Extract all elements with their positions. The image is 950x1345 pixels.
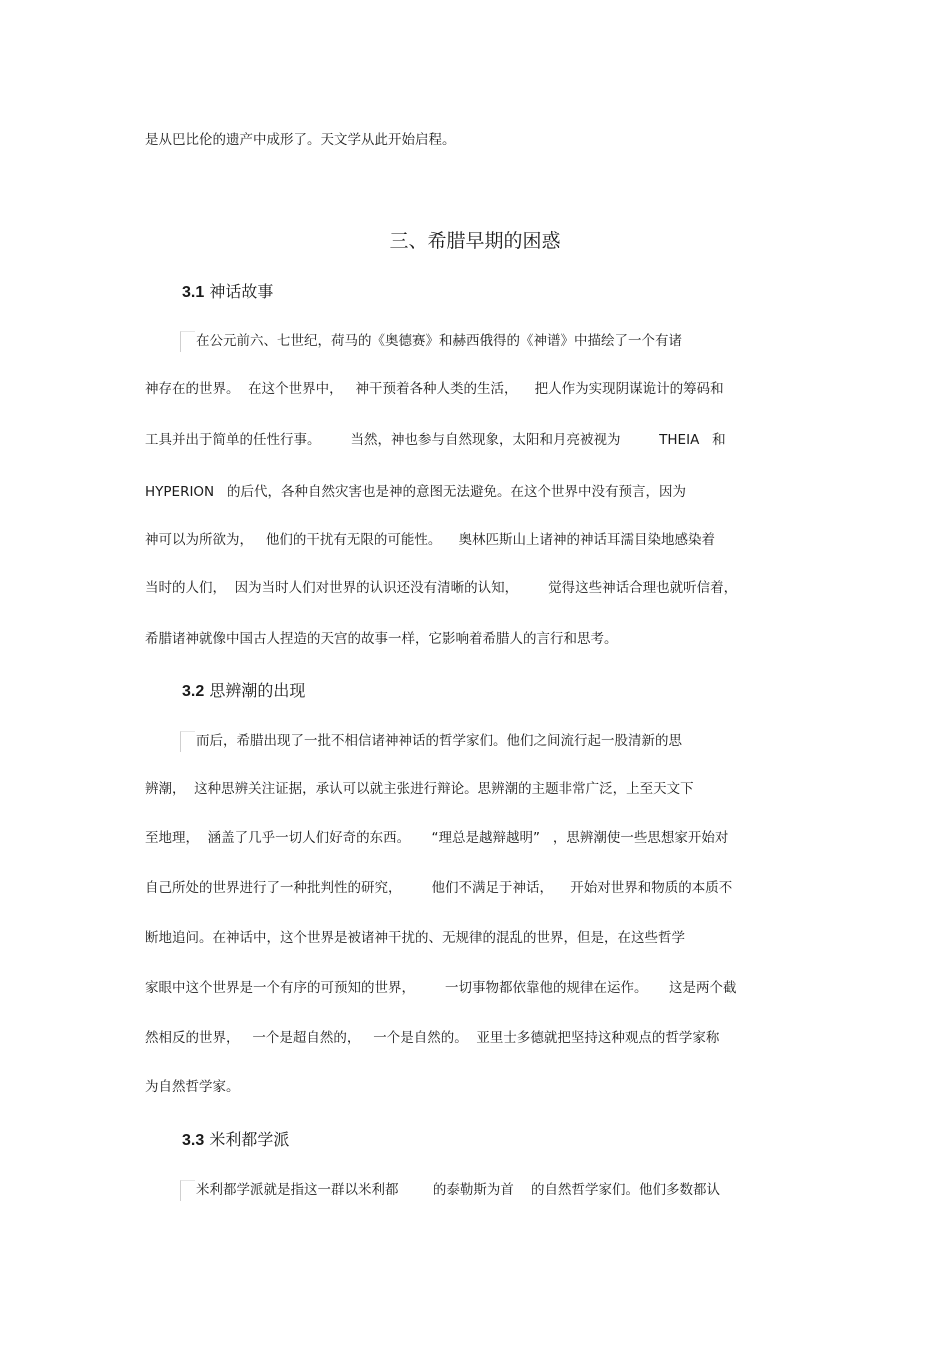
intro-line: 是从巴比伦的遗产中成形了。天文学从此开始启程。	[145, 132, 456, 148]
section-number: 3.3	[182, 1132, 205, 1149]
paragraph-mark	[180, 731, 195, 752]
paragraph-line: 断地追问。在神话中，这个世界是被诸神干扰的、无规律的混乱的世界，但是，在这些哲学	[145, 930, 685, 946]
paragraph-line: 希腊诸神就像中国古人捏造的天宫的故事一样，它影响着希腊人的言行和思考。	[145, 631, 618, 647]
section-number: 3.2	[182, 683, 205, 700]
paragraph-mark	[180, 331, 195, 352]
paragraph-line: 为自然哲学家。	[145, 1079, 240, 1095]
section-title: 思辨潮的出现	[209, 681, 306, 700]
section-number: 3.1	[182, 284, 205, 301]
section-heading-3-2	[182, 683, 305, 700]
section-title: 米利都学派	[209, 1130, 290, 1149]
section-heading-3-3	[182, 1132, 289, 1149]
section-title: 神话故事	[209, 282, 274, 301]
paragraph-line: 辨潮， 这种思辨关注证据，承认可以就主张进行辩论。思辨潮的主题非常广泛，上至天文下	[145, 781, 694, 797]
paragraph-line: 家眼中这个世界是一个有序的可预知的世界， 一切事物都依靠他的规律在运作。 这是两个截	[145, 980, 737, 996]
paragraph-line: 然相反的世界， 一个是超自然的， 一个是自然的。 亚里士多德就把坚持这种观点的哲学家称	[145, 1030, 720, 1046]
paragraph-line: 至地理， 涵盖了几乎一切人们好奇的东西。 “理总是越辩越明” ，思辨潮使一些思想家开始对	[145, 830, 729, 846]
paragraph-line: 而后，希腊出现了一批不相信诸神神话的哲学家们。他们之间流行起一股清新的思	[196, 733, 682, 749]
paragraph-line: HYPERION 的后代，各种自然灾害也是神的意图无法避免。在这个世界中没有预言，因为	[145, 484, 687, 500]
paragraph-line: 工具并出于简单的任性行事。 当然，神也参与自然现象，太阳和月亮被视为 THEIA 和	[145, 432, 726, 448]
paragraph-line: 米利都学派就是指这一群以米利都 的泰勒斯为首 的自然哲学家们。他们多数都认	[196, 1182, 720, 1198]
section-heading-3-1	[182, 284, 273, 301]
paragraph-line: 当时的人们， 因为当时人们对世界的认识还没有清晰的认知， 觉得这些神话合理也就听信着，	[145, 580, 738, 596]
paragraph-line: 神可以为所欲为， 他们的干扰有无限的可能性。 奥林匹斯山上诸神的神话耳濡目染地感染着	[145, 532, 716, 548]
chapter-title: 三、希腊早期的困惑	[389, 230, 561, 252]
paragraph-line: 神存在的世界。 在这个世界中， 神干预着各种人类的生活， 把人作为实现阴谋诡计的筹码和	[145, 381, 724, 397]
paragraph-line: 在公元前六、七世纪，荷马的《奥德赛》和赫西俄得的《神谱》中描绘了一个有诸	[196, 333, 682, 349]
paragraph-line: 自己所处的世界进行了一种批判性的研究， 他们不满足于神话， 开始对世界和物质的本质不	[145, 880, 733, 896]
paragraph-mark	[180, 1180, 195, 1201]
